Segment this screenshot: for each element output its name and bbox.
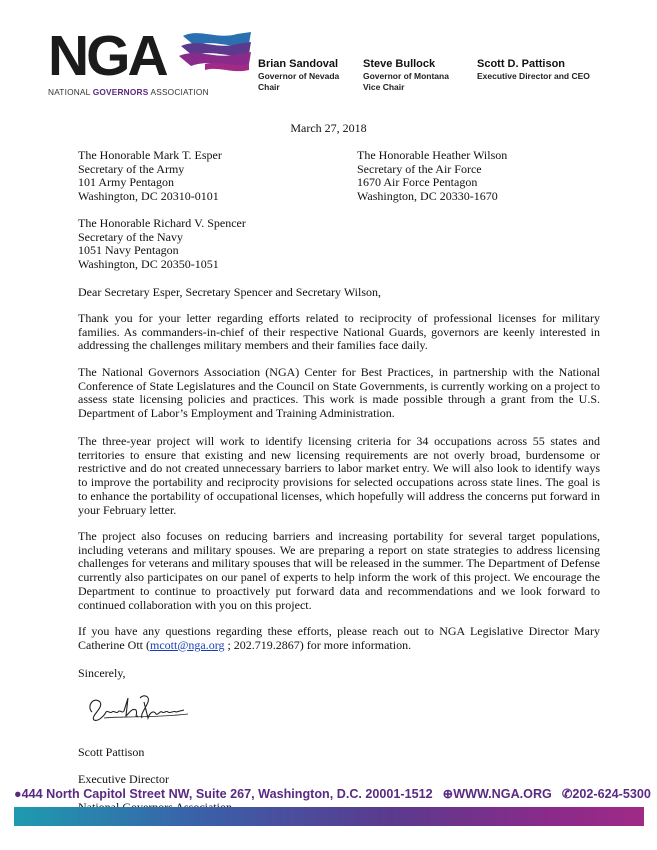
footer-contact [14, 786, 651, 801]
signer-name: Scott Pattison [78, 744, 145, 759]
paragraph-1: Thank you for your letter regarding efforts related to reciprocity of professional licenses for military families. As commanders-in-chief of their respective National Guards, governors are keenly interested in addressing the challenges military members and their families face daily. [78, 311, 600, 353]
footer-address: 444 North Capitol Street NW, Suite 267, Washington, D.C. 20001-1512 [21, 787, 433, 801]
letter-date: March 27, 2018 [290, 121, 367, 135]
signature-image [84, 692, 194, 726]
closing: Sincerely, [78, 666, 126, 680]
logo-text: NGA [48, 24, 166, 88]
logo-subtitle: NATIONAL GOVERNORS ASSOCIATION [48, 87, 209, 97]
contact-paragraph: If you have any questions regarding these efforts, please reach out to NGA Legislative Director Mary Catherine Ott (mcott@nga.org ; 202.719.2867) for more information. [78, 624, 600, 652]
officer-vice-chair [363, 58, 449, 93]
officer-title: Executive Director and CEO [477, 71, 590, 81]
phone-icon: ✆ [561, 787, 573, 801]
email-link[interactable]: mcott@nga.org [149, 637, 225, 652]
paragraph-4: The project also focuses on reducing barriers and increasing portability for several target populations, including veterans and military spouses. We are preparing a report on state strategies to address licensing challenges for veterans and military spouses that will be released in the summer. The Department of Defense currently also participates on our panel of experts to help inform the work of this project. We encourage the Department to continue to proactively put forward data and recommendations and we look forward to continued collaboration with you on this project. [78, 529, 600, 612]
footer-phone: 202-624-5300 [572, 787, 651, 801]
officer-chair [258, 58, 339, 93]
signer-title: Executive Director [78, 772, 169, 787]
globe-icon: ⊕ [442, 787, 454, 801]
location-pin-icon: ● [14, 787, 22, 801]
paragraph-3: The three-year project will work to identify licensing criteria for 34 occupations across 55 states and territories to ensure that existing and new licensing requirements are not overly broad, burdensome or restrictive and do not created unnecessary barriers to labor market entry. We will also look to identify ways to improve the portability and reciprocity provisions for selected occupations across state lines. The goal is to enhance the portability of occupational licenses, which hopefully will address the concerns put forward in your February letter. [78, 434, 600, 517]
officer-executive-director [477, 58, 590, 82]
officer-name: Brian Sandoval [258, 58, 339, 70]
salutation: Dear Secretary Esper, Secretary Spencer and Secretary Wilson, [78, 285, 382, 299]
officer-name: Steve Bullock [363, 58, 436, 70]
footer-gradient-bar [14, 807, 644, 826]
officer-title: Governor of Montana Vice Chair [363, 71, 449, 92]
recipient-wilson: The Honorable Heather Wilson Secretary of the Air Force 1670 Air Force Pentagon Washington, DC 20330-1670 [357, 148, 508, 204]
officer-name: Scott D. Pattison [477, 58, 566, 70]
recipient-esper: The Honorable Mark T. Esper Secretary of the Army 101 Army Pentagon Washington, DC 20310-0101 [78, 148, 222, 204]
recipient-spencer: The Honorable Richard V. Spencer Secretary of the Navy 1051 Navy Pentagon Washington, DC 20350-1051 [78, 216, 246, 272]
nga-logo [48, 24, 254, 98]
footer-website[interactable]: WWW.NGA.ORG [453, 787, 552, 801]
flag-icon [165, 30, 255, 72]
paragraph-2: The National Governors Association (NGA) Center for Best Practices, in partnership with the National Conference of State Legislatures and the Council on State Governments, is currently working on a project to assess state licensing policies and practices. This work is made possible through a grant from the U.S. Department of Labor’s Employment and Training Administration. [78, 365, 600, 421]
officer-title: Governor of Nevada Chair [258, 71, 340, 92]
